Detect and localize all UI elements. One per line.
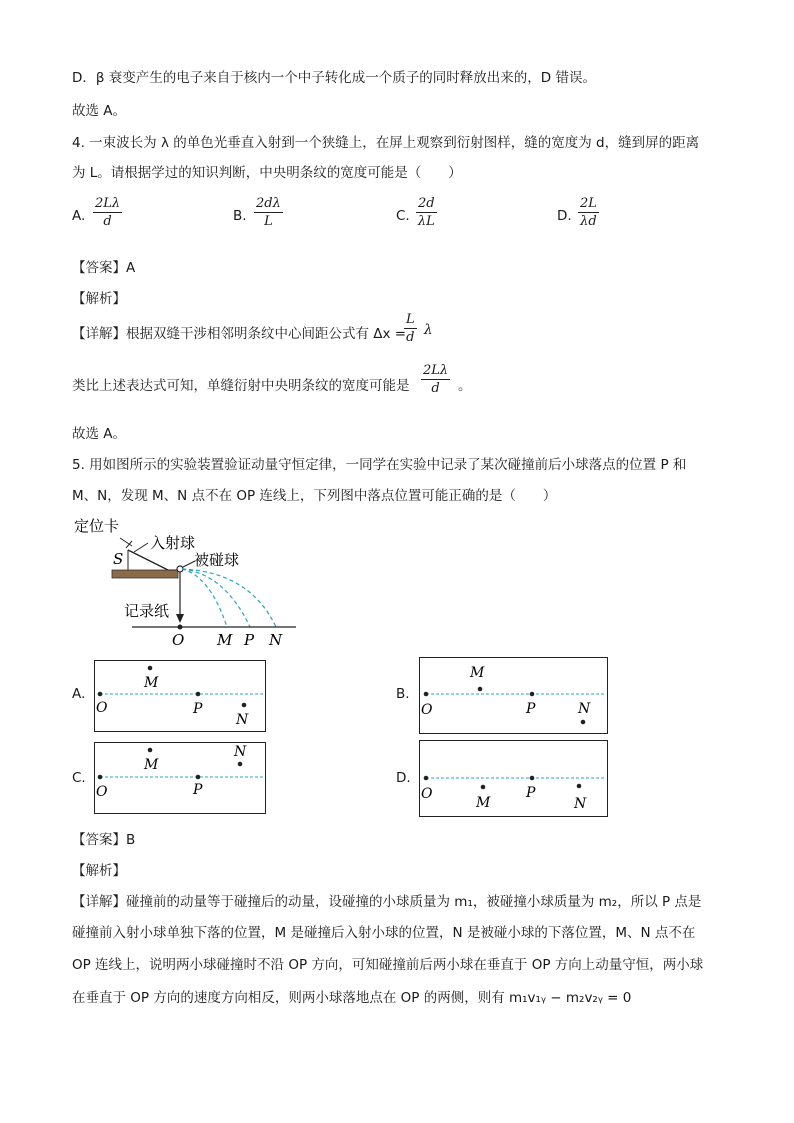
table-top xyxy=(112,570,178,578)
option-d-explanation: D．β 衰变产生的电子来自于核内一个中子转化成一个质子的同时释放出来的，D 错误。 xyxy=(72,70,596,86)
point-n xyxy=(242,703,247,708)
fraction-numerator: 2dλ xyxy=(256,196,281,211)
ramp xyxy=(128,550,168,570)
trajectory-n xyxy=(182,569,276,627)
q4-stem-line1: 4. 一束波长为 λ 的单色光垂直入射到一个狭缝上，在屏上观察到衍射图样，缝的宽度为 d，缝到屏的距离 xyxy=(72,135,700,151)
point-o xyxy=(98,775,103,780)
q4-option-c-label: C. xyxy=(396,208,410,224)
fraction-denominator: L xyxy=(264,214,273,229)
q4-option-d-label: D. xyxy=(557,208,572,224)
fraction-denominator: d xyxy=(103,214,112,229)
q4-option-a-label: A. xyxy=(72,208,86,224)
point-p xyxy=(530,776,535,781)
q5-detail-line3: OP 连线上，说明两小球碰撞时不沿 OP 方向，可知碰撞前后两小球在垂直于 OP 方向上动量守恒，两小球 xyxy=(72,957,704,973)
q5-option-d-label: D. xyxy=(396,770,411,786)
point-p xyxy=(196,692,201,697)
q4-detail-fraction xyxy=(404,312,417,345)
label-n: N xyxy=(269,631,283,649)
label-m: M xyxy=(217,631,233,649)
fraction-denominator: d xyxy=(431,381,440,396)
point-o xyxy=(424,692,429,697)
label-o: O xyxy=(421,702,433,718)
q5-option-d-figure xyxy=(419,740,608,817)
apparatus-diagram xyxy=(70,512,310,650)
q5-option-a-figure xyxy=(94,660,266,732)
q5-detail-line4: 在垂直于 OP 方向的速度方向相反，则两小球落地点在 OP 的两侧，则有 m₁v₁ᵧ − m₂v₂ᵧ = 0 xyxy=(72,990,632,1006)
q4-stem-line2: 为 L。请根据学过的知识判断，中央明条纹的宽度可能是（ ） xyxy=(72,165,462,181)
q5-answer: 【答案】B xyxy=(72,832,136,848)
point-m xyxy=(148,748,153,753)
q5-detail-line1: 【详解】碰撞前的动量等于碰撞后的动量，设碰撞的小球质量为 m₁，被碰撞小球质量为 m₂，所以 P 点是 xyxy=(72,894,702,910)
label-m: M xyxy=(144,757,159,773)
label-m: M xyxy=(476,795,491,811)
point-o xyxy=(98,692,103,697)
label-o: O xyxy=(172,631,185,649)
fraction-numerator: 2L xyxy=(580,196,597,211)
q5-stem-line1: 5. 用如图所示的实验装置验证动量守恒定律，一同学在实验中记录了某次碰撞前后小球落点的位置 P 和 xyxy=(72,457,687,473)
label-p: P xyxy=(193,701,203,717)
q4-choose: 故选 A。 xyxy=(72,426,127,442)
card-leader xyxy=(120,538,132,546)
label-incident-ball: 入射球 xyxy=(150,534,196,552)
q5-detail-line2: 碰撞前入射小球单独下落的位置，M 是碰撞后入射小球的位置，N 是被碰小球的下落位置，M、N 点不在 xyxy=(72,925,696,941)
point-n xyxy=(577,784,582,789)
point-p xyxy=(530,692,535,697)
q4-option-c-fraction xyxy=(416,196,437,229)
label-n: N xyxy=(236,712,249,728)
trajectory-m xyxy=(182,569,227,627)
q4-option-b-fraction xyxy=(254,196,283,229)
label-p: P xyxy=(193,782,203,798)
trajectory-p xyxy=(182,569,250,627)
label-p: P xyxy=(526,785,536,801)
q4-detail-prefix: 【详解】根据双缝干涉相邻明条纹中心间距公式有 Δx = xyxy=(72,326,407,342)
q5-option-a-label: A. xyxy=(72,686,86,702)
point-m xyxy=(481,785,486,790)
point-n xyxy=(238,762,243,767)
q4-answer: 【答案】A xyxy=(72,260,136,276)
point-m xyxy=(148,666,153,671)
point-p xyxy=(196,775,201,780)
figure-frame xyxy=(420,658,608,734)
point-o xyxy=(424,776,429,781)
label-p: P xyxy=(526,701,536,717)
label-n: N xyxy=(574,796,587,812)
fraction-numerator: 2Lλ xyxy=(423,363,449,378)
fraction-denominator: λL xyxy=(417,214,435,229)
q5-option-b-label: B. xyxy=(396,686,410,702)
point-n xyxy=(581,720,586,725)
q4-option-d-fraction xyxy=(578,196,599,229)
point-o xyxy=(178,625,183,630)
q5-option-b-figure xyxy=(419,657,608,734)
incident-ball-leader xyxy=(134,543,148,552)
label-target-ball: 被碰球 xyxy=(194,551,240,569)
label-record-paper: 记录纸 xyxy=(124,602,170,620)
label-positioning-card: 定位卡 xyxy=(74,517,120,535)
q4-detail-suffix: λ xyxy=(424,322,433,338)
label-s: S xyxy=(113,550,124,568)
label-o: O xyxy=(421,786,433,802)
label-o: O xyxy=(96,700,108,716)
fraction-numerator: 2Lλ xyxy=(95,196,121,211)
label-n: N xyxy=(578,701,591,717)
q4-option-b-label: B. xyxy=(233,208,247,224)
label-m: M xyxy=(144,675,159,691)
fraction-numerator: 2d xyxy=(418,196,435,211)
q5-stem-line2: M、N，发现 M、N 点不在 OP 连线上，下列图中落点位置可能正确的是（ ） xyxy=(72,488,557,504)
q5-option-c-label: C. xyxy=(72,770,86,786)
label-p: P xyxy=(244,631,255,649)
q5-analysis-heading: 【解析】 xyxy=(72,863,126,879)
choose-line: 故选 A。 xyxy=(72,103,127,119)
point-m xyxy=(478,687,483,692)
label-m: M xyxy=(470,665,485,681)
arrow-down-icon xyxy=(176,614,184,623)
q4-analog-fraction xyxy=(421,363,450,396)
fraction-denominator: λd xyxy=(580,214,597,229)
q4-option-a-fraction xyxy=(93,196,122,229)
label-n: N xyxy=(234,744,247,760)
q4-analog-suffix: 。 xyxy=(458,378,472,394)
fraction-numerator: L xyxy=(406,312,415,327)
q4-analysis-heading: 【解析】 xyxy=(72,291,126,307)
q4-analog-prefix: 类比上述表达式可知，单缝衍射中央明条纹的宽度可能是 xyxy=(72,378,410,394)
q5-option-c-figure xyxy=(94,742,266,814)
label-o: O xyxy=(96,784,108,800)
fraction-denominator: d xyxy=(406,330,415,345)
